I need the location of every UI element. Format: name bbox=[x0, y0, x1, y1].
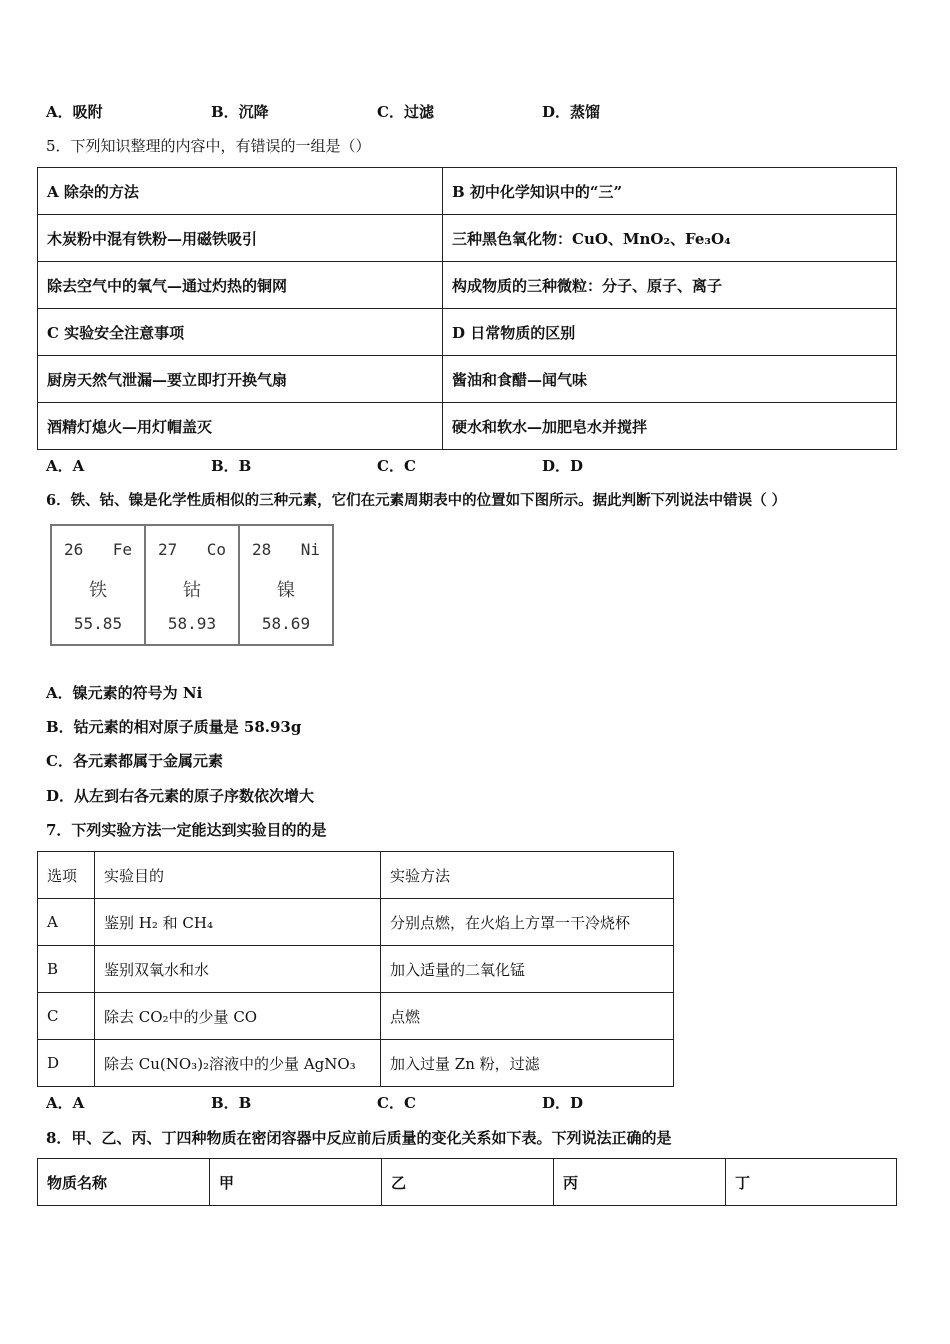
table-cell: A 除杂的方法 bbox=[38, 168, 443, 215]
q7-option-b: B．B bbox=[211, 1094, 252, 1112]
q5-option-c: C．C bbox=[377, 457, 416, 475]
table-row bbox=[38, 309, 897, 356]
q4-option-c: C．过滤 bbox=[377, 103, 434, 121]
table-cell: 厨房天然气泄漏—要立即打开换气扇 bbox=[38, 356, 443, 403]
table-cell: 酱油和食醋—闻气味 bbox=[443, 356, 897, 403]
element-name: 铁 bbox=[89, 580, 107, 601]
table-row bbox=[38, 168, 897, 215]
table-cell: 分别点燃，在火焰上方罩一干冷烧杯 bbox=[381, 899, 674, 946]
q7-option-d: D．D bbox=[542, 1094, 584, 1112]
table-cell: 构成物质的三种微粒：分子、原子、离子 bbox=[443, 262, 897, 309]
table-header-cell: 物质名称 bbox=[38, 1159, 210, 1206]
table-cell: 鉴别 H₂ 和 CH₄ bbox=[95, 899, 381, 946]
table-row bbox=[38, 852, 674, 899]
table-cell: C bbox=[38, 993, 95, 1040]
periodic-table-excerpt bbox=[50, 524, 334, 646]
q6-choice-b: B．钴元素的相对原子质量是 58.93g bbox=[46, 718, 302, 736]
element-name: 镍 bbox=[277, 580, 295, 601]
table-cell: 加入适量的二氧化锰 bbox=[381, 946, 674, 993]
q6-stem: 6．铁、钴、镍是化学性质相似的三种元素，它们在元素周期表中的位置如下图所示。据此判断下列说法中错误（ ） bbox=[46, 492, 787, 509]
element-cell-co bbox=[146, 526, 240, 644]
table-header-cell: 选项 bbox=[38, 852, 95, 899]
q7-option-a: A．A bbox=[46, 1094, 85, 1112]
table-row bbox=[38, 946, 674, 993]
q8-table bbox=[37, 1158, 897, 1206]
table-cell: C 实验安全注意事项 bbox=[38, 309, 443, 356]
table-header-cell: 乙 bbox=[382, 1159, 554, 1206]
atomic-number: 27 bbox=[158, 540, 178, 559]
q8-stem: 8．甲、乙、丙、丁四种物质在密闭容器中反应前后质量的变化关系如下表。下列说法正确的是 bbox=[46, 1129, 672, 1147]
table-cell: 三种黑色氧化物：CuO、MnO₂、Fe₃O₄ bbox=[443, 215, 897, 262]
q5-option-a: A．A bbox=[46, 457, 85, 475]
table-cell: 酒精灯熄火—用灯帽盖灭 bbox=[38, 403, 443, 450]
q5-option-b: B．B bbox=[211, 457, 252, 475]
atomic-number: 28 bbox=[252, 540, 272, 559]
atomic-mass: 55.85 bbox=[73, 614, 123, 633]
table-header-cell: 实验目的 bbox=[95, 852, 381, 899]
atomic-mass: 58.69 bbox=[261, 614, 311, 633]
q7-stem: 7．下列实验方法一定能达到实验目的的是 bbox=[46, 821, 327, 839]
table-header-cell: 丙 bbox=[554, 1159, 726, 1206]
q6-choice-a: A．镍元素的符号为 Ni bbox=[46, 684, 203, 702]
q4-option-d: D．蒸馏 bbox=[542, 103, 601, 121]
table-row bbox=[38, 993, 674, 1040]
element-symbol: Fe bbox=[112, 540, 132, 559]
atomic-mass: 58.93 bbox=[167, 614, 217, 633]
table-cell: 点燃 bbox=[381, 993, 674, 1040]
table-row bbox=[38, 262, 897, 309]
table-cell: 鉴别双氧水和水 bbox=[95, 946, 381, 993]
element-symbol: Ni bbox=[300, 540, 320, 559]
table-cell: D bbox=[38, 1040, 95, 1087]
table-row bbox=[38, 1040, 674, 1087]
q5-table bbox=[37, 167, 897, 450]
table-header-cell: 实验方法 bbox=[381, 852, 674, 899]
element-cell-ni bbox=[240, 526, 332, 644]
element-cell-fe bbox=[52, 526, 146, 644]
atomic-number: 26 bbox=[64, 540, 84, 559]
table-cell: 除去空气中的氧气—通过灼热的铜网 bbox=[38, 262, 443, 309]
table-cell: B 初中化学知识中的“三” bbox=[443, 168, 897, 215]
q5-option-d: D．D bbox=[542, 457, 584, 475]
q7-option-c: C．C bbox=[377, 1094, 416, 1112]
q4-option-a: A．吸附 bbox=[46, 103, 103, 121]
element-name: 钴 bbox=[183, 580, 201, 601]
table-row bbox=[38, 899, 674, 946]
table-cell: B bbox=[38, 946, 95, 993]
table-row bbox=[38, 215, 897, 262]
table-cell: A bbox=[38, 899, 95, 946]
q7-table bbox=[37, 851, 674, 1087]
table-header-cell: 甲 bbox=[210, 1159, 382, 1206]
table-cell: D 日常物质的区别 bbox=[443, 309, 897, 356]
table-row bbox=[38, 403, 897, 450]
table-cell: 硬水和软水—加肥皂水并搅拌 bbox=[443, 403, 897, 450]
q6-choice-c: C．各元素都属于金属元素 bbox=[46, 752, 223, 770]
table-cell: 加入过量 Zn 粉，过滤 bbox=[381, 1040, 674, 1087]
table-cell: 除去 CO₂中的少量 CO bbox=[95, 993, 381, 1040]
table-cell: 除去 Cu(NO₃)₂溶液中的少量 AgNO₃ bbox=[95, 1040, 381, 1087]
table-cell: 木炭粉中混有铁粉—用磁铁吸引 bbox=[38, 215, 443, 262]
q6-choice-d: D．从左到右各元素的原子序数依次增大 bbox=[46, 787, 315, 805]
element-symbol: Co bbox=[206, 540, 226, 559]
q4-option-b: B．沉降 bbox=[211, 103, 269, 121]
table-header-cell: 丁 bbox=[726, 1159, 897, 1206]
table-row bbox=[38, 1159, 897, 1206]
table-row bbox=[38, 356, 897, 403]
q5-stem: 5．下列知识整理的内容中，有错误的一组是（） bbox=[46, 137, 371, 155]
